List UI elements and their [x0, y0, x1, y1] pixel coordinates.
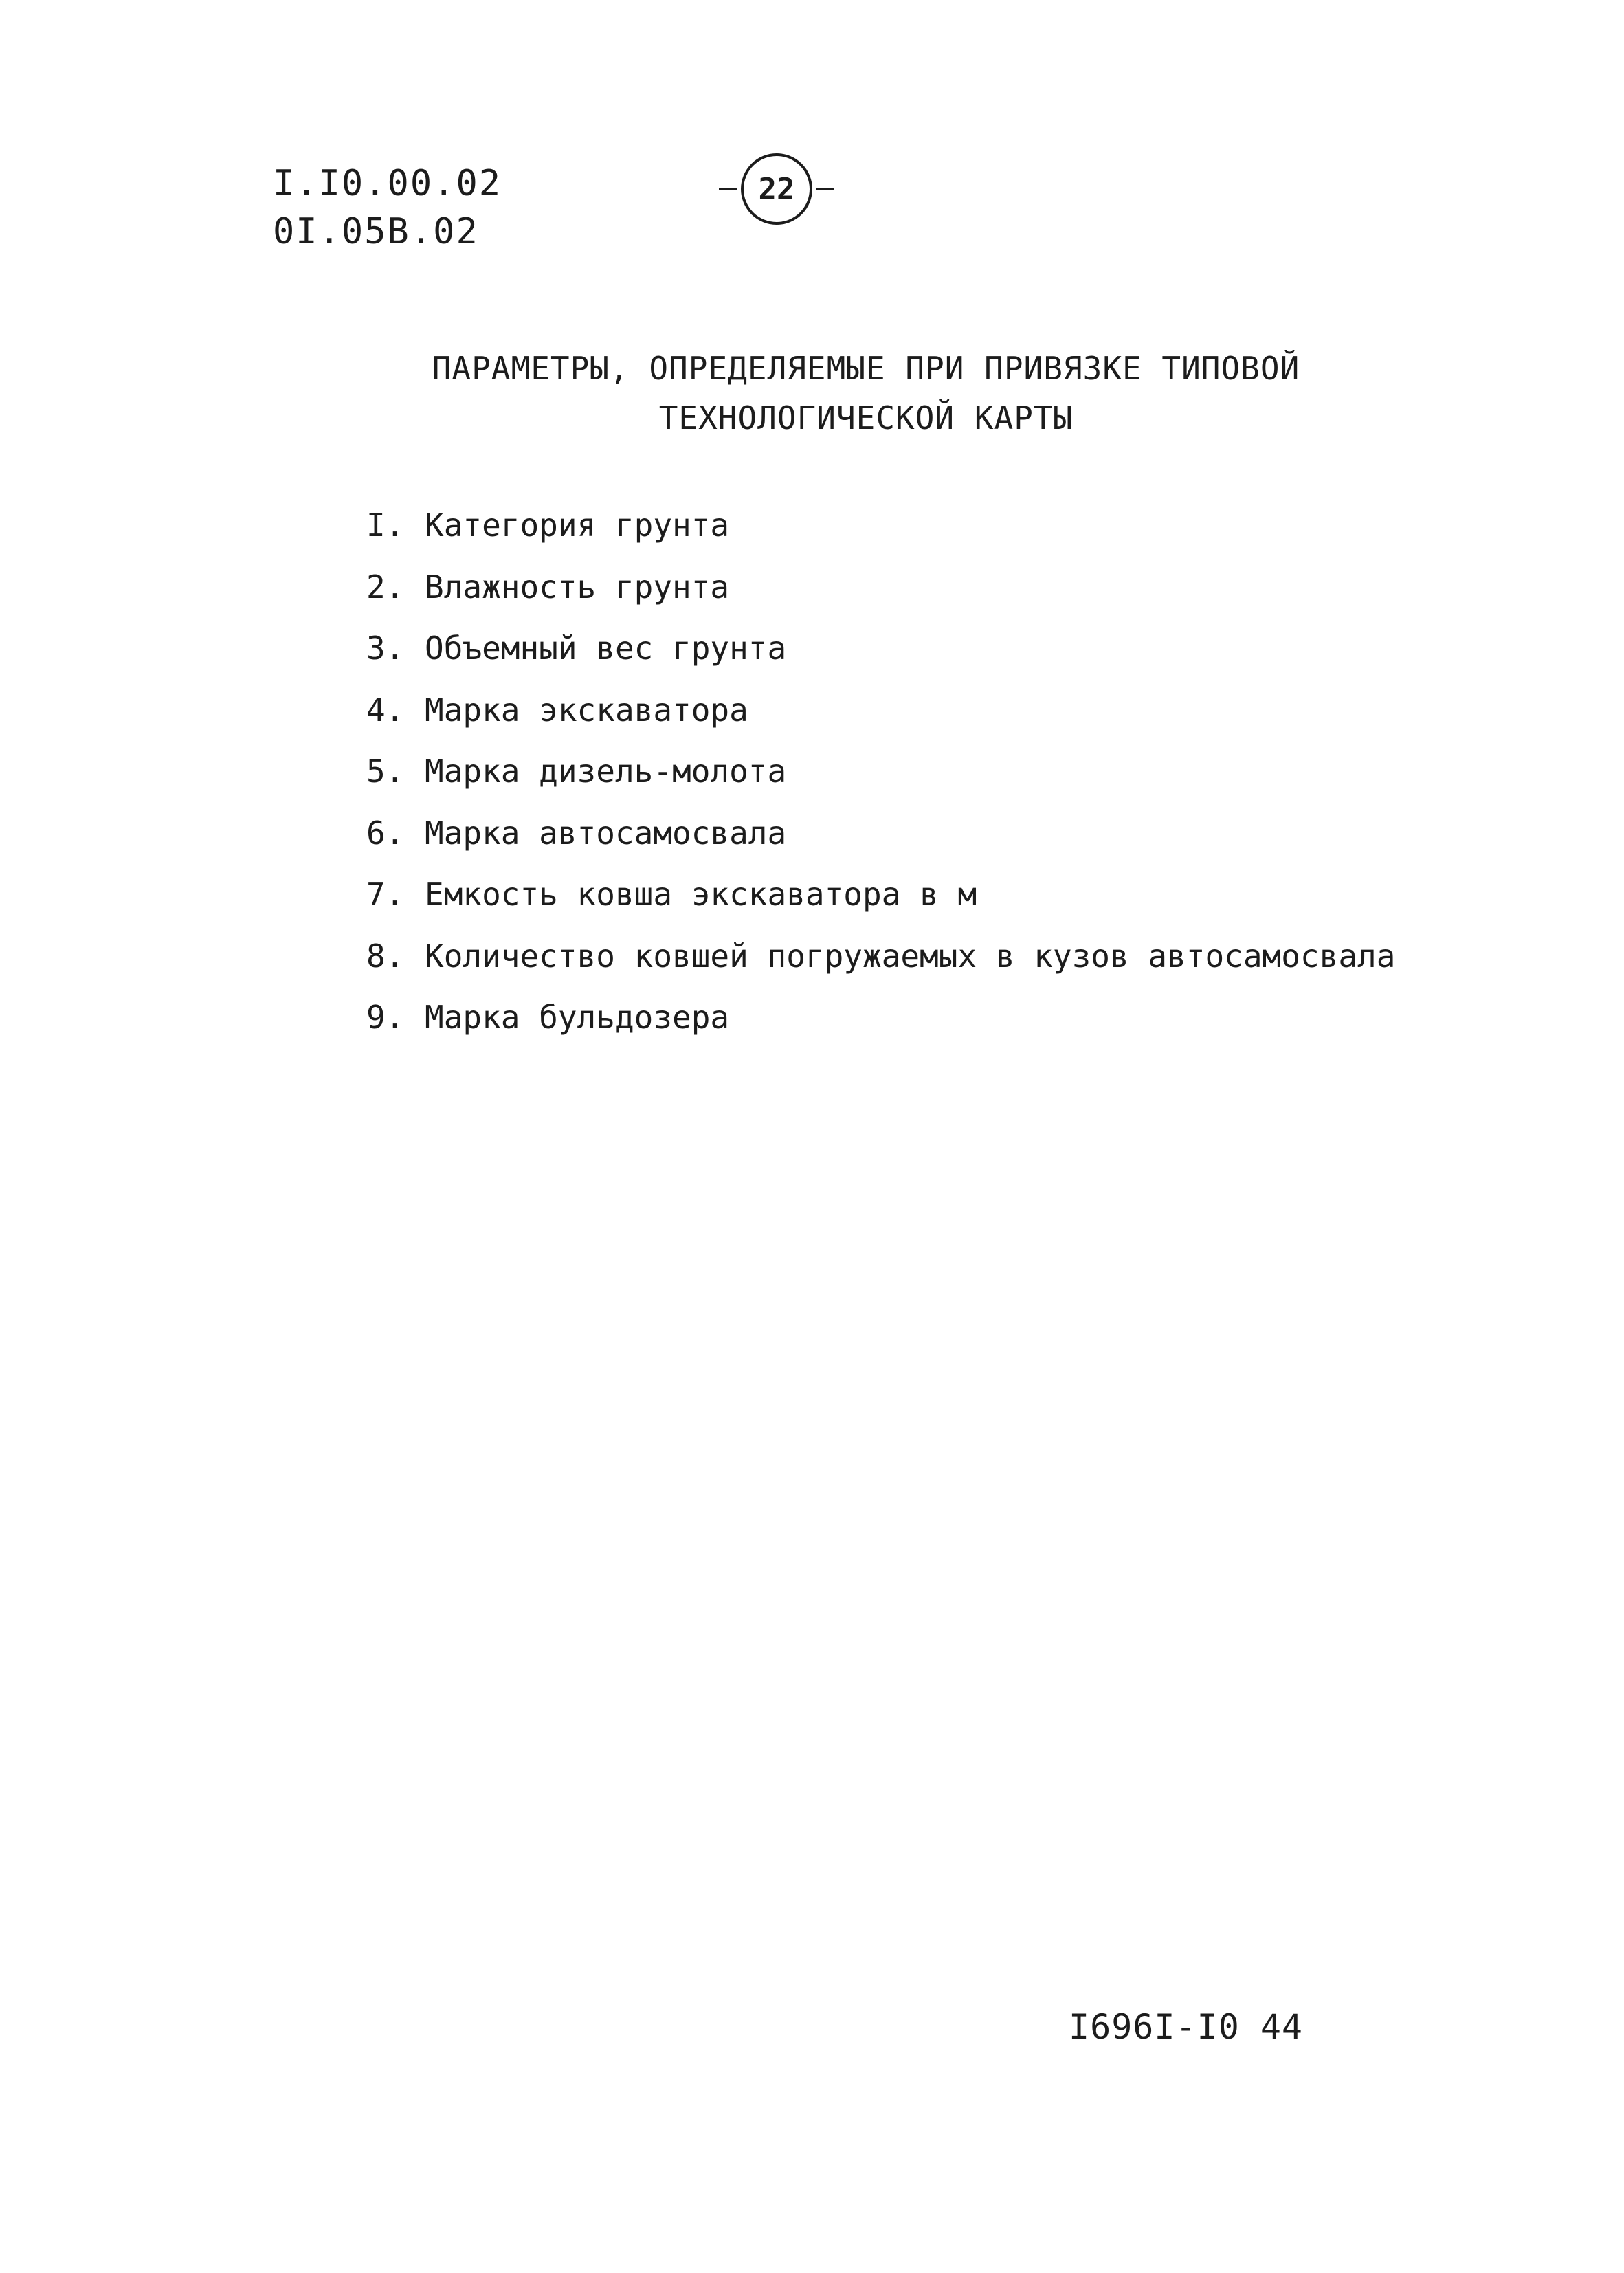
page-title-line-2: ТЕХНОЛОГИЧЕСКОЙ КАРТЫ	[658, 399, 1074, 436]
document-code-line-1: I.I0.00.02	[273, 163, 502, 204]
list-item	[366, 618, 1395, 680]
list-item	[366, 557, 1395, 619]
list-item	[366, 741, 1395, 803]
list-item-number: 5.	[366, 753, 405, 790]
list-item-text: Марка экскаватора	[425, 691, 748, 729]
list-item-text: Влажность грунта	[425, 568, 730, 606]
list-item	[366, 987, 1395, 1049]
list-item	[366, 495, 1395, 557]
footer-document-number: I696I-I0	[1069, 2007, 1240, 2047]
footer-code	[1069, 2007, 1303, 2047]
list-item	[366, 803, 1395, 865]
list-item-number: I.	[366, 507, 405, 544]
list-item-number: 7.	[366, 876, 405, 913]
list-item-number: 9.	[366, 999, 405, 1036]
document-code	[273, 159, 502, 256]
list-item-number: 2.	[366, 568, 405, 606]
dash-left-icon	[719, 188, 737, 190]
list-item-text: Емкость ковша экскаватора в м	[425, 876, 977, 913]
list-item-number: 4.	[366, 691, 405, 729]
dash-right-icon	[816, 188, 834, 190]
list-item-text: Марка дизель-молота	[425, 753, 787, 790]
list-item-text: Марка бульдозера	[425, 999, 730, 1036]
list-item	[366, 926, 1395, 988]
list-item-text: Объемный вес грунта	[425, 630, 787, 667]
page-title	[385, 344, 1347, 443]
list-item-number: 6.	[366, 814, 405, 852]
parameter-list	[366, 495, 1395, 1049]
document-code-line-2: 0I.05B.02	[273, 211, 479, 252]
list-item-text: Категория грунта	[425, 507, 730, 544]
list-item	[366, 864, 1395, 926]
list-item-text: Марка автосамосвала	[425, 814, 787, 852]
page-title-line-1: ПАРАМЕТРЫ, ОПРЕДЕЛЯЕМЫЕ ПРИ ПРИВЯЗКЕ ТИПОВОЙ	[432, 350, 1300, 387]
footer-sheet-number: 44	[1260, 2007, 1304, 2047]
list-item-number: 3.	[366, 630, 405, 667]
page-number-badge	[718, 151, 835, 227]
list-item	[366, 680, 1395, 742]
list-item-text: Количество ковшей погружаемых в кузов автосамосвала	[425, 937, 1396, 975]
list-item-number: 8.	[366, 937, 405, 975]
page-number: 22	[741, 153, 812, 225]
